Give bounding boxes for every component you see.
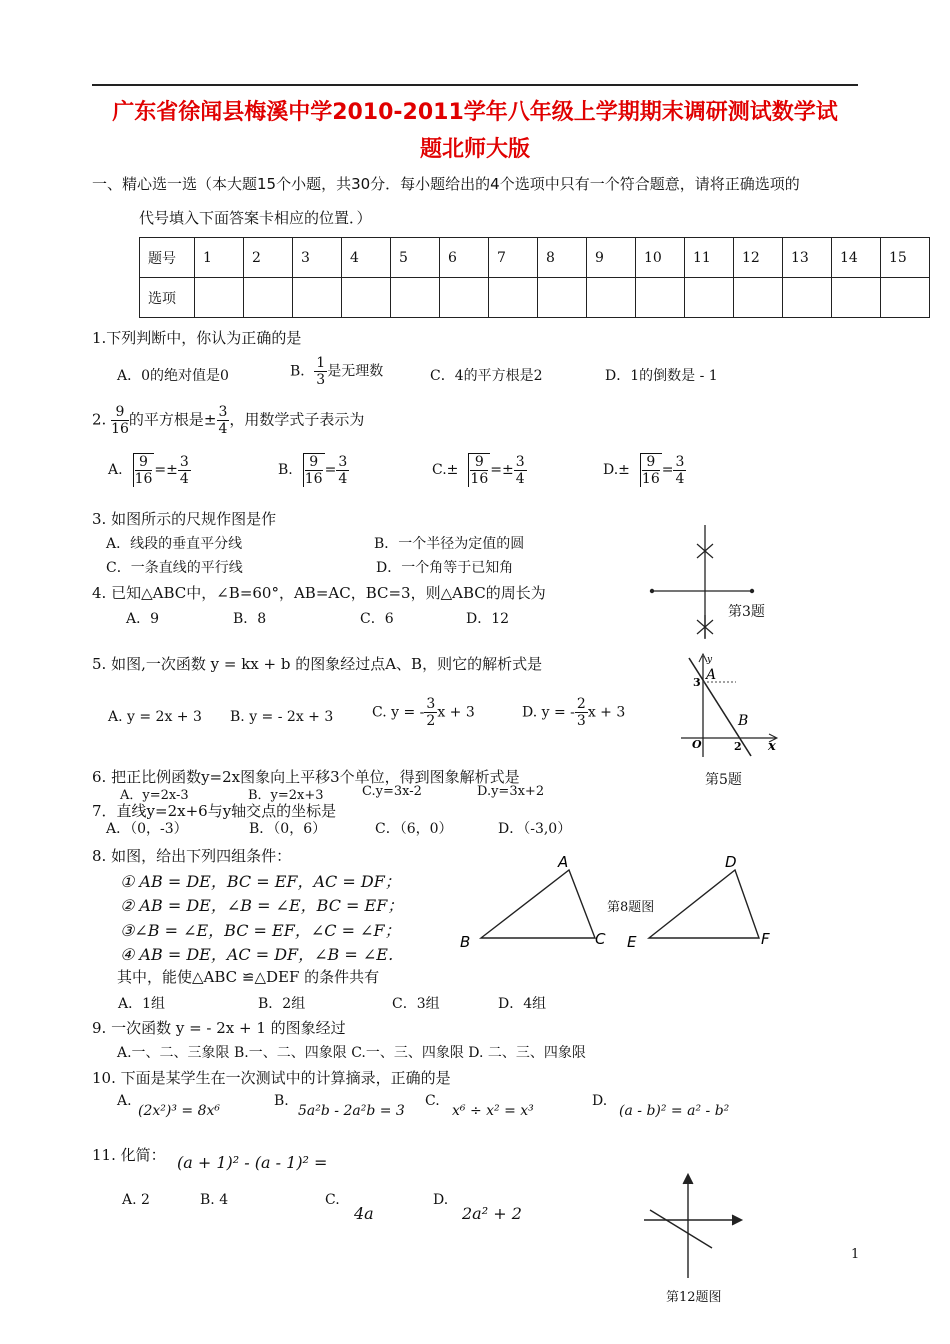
q8-option-c: C．3组: [392, 996, 440, 1012]
q11-option-c: 4a: [354, 1204, 374, 1223]
q3-option-d: D．一个角等于已知角: [376, 560, 514, 576]
q5-option-b: B. y = - 2x + 3: [230, 709, 334, 725]
fraction: [178, 454, 191, 487]
q3-option-b: B．一个半径为定值的圆: [374, 536, 525, 552]
numerator: 3: [179, 453, 189, 470]
q11-d-label: D.: [433, 1192, 449, 1208]
answer-cell[interactable]: [881, 278, 930, 318]
fig8-label-e: E: [627, 933, 637, 951]
denominator: 4: [338, 470, 348, 487]
page-title-line2: 题北师大版: [419, 137, 530, 162]
q6-option-b: B．y=2x+3: [248, 788, 324, 803]
denominator: 4: [675, 470, 685, 487]
q8-stem: 8. 如图，给出下列四组条件：: [92, 847, 292, 865]
q5-option-c: [372, 696, 475, 729]
numerator: 3: [515, 453, 525, 470]
answer-table-header-row: [140, 238, 930, 278]
answer-cell[interactable]: [783, 278, 832, 318]
q1-option-d: D．1的倒数是 - 1: [605, 368, 718, 384]
q10-option-b: 5a²b - 2a²b = 3: [298, 1103, 405, 1119]
answer-cell[interactable]: [342, 278, 391, 318]
q2-a-rhs: =±: [154, 462, 178, 478]
answer-number: 3: [293, 238, 342, 278]
q1-b-numerator: 1: [316, 355, 326, 371]
q4-stem: 4. 已知△ABC中，∠B=60°，AB=AC，BC=3，则△ABC的周长为: [92, 584, 546, 602]
q10-c-label: C.: [425, 1093, 440, 1109]
q1-b-label: B．: [290, 363, 315, 380]
fraction: [514, 454, 527, 487]
q4-option-c: C．6: [360, 611, 394, 627]
denominator: 16: [134, 471, 153, 487]
q2-d-label: D.±: [603, 462, 630, 478]
q2-option-c: [432, 453, 527, 487]
q8-option-a: A．1组: [118, 996, 166, 1012]
answer-number: 6: [440, 238, 489, 278]
fraction: [575, 696, 588, 729]
q3-option-a: A．线段的垂直平分线: [106, 536, 243, 552]
answer-cell[interactable]: [587, 278, 636, 318]
q2-fraction-3-4: [217, 404, 230, 437]
q2-b-rhs: =: [324, 462, 337, 478]
q5-d-label: D. y = -: [522, 704, 575, 721]
q4-option-a: A．9: [126, 611, 160, 627]
q1-b-fraction: [314, 355, 327, 388]
fig5-label-3: 3: [693, 676, 701, 689]
answer-number: 5: [391, 238, 440, 278]
denominator: 16: [470, 471, 489, 487]
figure-q3-lower: [690, 615, 720, 640]
q2-d-rhs: =: [661, 462, 674, 478]
q2-option-b: [278, 453, 349, 487]
q1-b-denominator: 3: [316, 372, 326, 388]
q2-b-label: B.: [278, 462, 293, 478]
q5-option-d: [522, 696, 625, 729]
q7-option-a: A．（0，-3）: [106, 821, 188, 837]
sqrt-sign: [640, 453, 662, 487]
denominator: 16: [304, 471, 323, 487]
fig12-y-arrow: [683, 1174, 693, 1184]
answer-table: [139, 237, 930, 318]
q2-a-label: A.: [108, 462, 123, 478]
q2-c-label: C.±: [432, 462, 459, 478]
q10-option-d: (a - b)² = a² - b²: [619, 1103, 730, 1119]
fraction: [424, 696, 437, 729]
q4-option-b: B．8: [233, 611, 267, 627]
q6-stem: 6. 把正比例函数y=2x图象向上平移3个单位，得到图象解析式是: [92, 768, 520, 786]
numerator: 3: [426, 696, 436, 712]
q11-option-d: 2a² + 2: [462, 1204, 522, 1223]
fig8-caption: 第8题图: [607, 900, 655, 915]
q2-c-rhs: =±: [490, 462, 514, 478]
q11-c-label: C.: [325, 1192, 340, 1208]
q5-stem: 5. 如图,一次函数 y = kx + b 的图象经过点A、B，则它的解析式是: [92, 655, 543, 673]
q8-option-b: B．2组: [258, 996, 306, 1012]
q10-d-label: D.: [592, 1093, 608, 1109]
answer-cell[interactable]: [489, 278, 538, 318]
denominator: 16: [641, 471, 660, 487]
answer-cell[interactable]: [832, 278, 881, 318]
q10-a-label: A.: [117, 1093, 132, 1109]
fig12-line: [650, 1210, 712, 1248]
q11-option-a: A. 2: [122, 1192, 150, 1208]
numerator: 9: [135, 454, 153, 471]
q5-option-a: A. y = 2x + 3: [108, 709, 202, 725]
q7-option-d: D．（-3,0）: [498, 821, 572, 837]
section1-instructions: 一、精心选一选（本大题15个小题，共30分．每小题给出的4个选项中只有一个符合题意，请将正确选项的: [92, 175, 800, 193]
answer-table-row-label: 选项: [140, 278, 195, 318]
numerator: 2: [576, 696, 586, 712]
fraction: [642, 454, 660, 487]
q2-option-d: [603, 453, 686, 487]
q5-c-text: x + 3: [437, 704, 475, 721]
answer-number: 13: [783, 238, 832, 278]
denominator: 2: [426, 713, 436, 729]
fig5-caption: 第5题: [705, 772, 742, 788]
sqrt-sign: [468, 453, 490, 487]
fig8-label-d: D: [725, 853, 737, 871]
q5-d-text: x + 3: [587, 704, 626, 721]
fig12-caption: 第12题图: [666, 1290, 722, 1305]
answer-cell[interactable]: [391, 278, 440, 318]
q2-text: 的平方根是±: [128, 410, 217, 429]
answer-number: 7: [489, 238, 538, 278]
page-number: 1: [851, 1247, 860, 1262]
q4-option-d: D．12: [466, 611, 510, 627]
q3-option-c: C．一条直线的平行线: [106, 560, 243, 576]
answer-cell[interactable]: [685, 278, 734, 318]
fig12-x-arrow: [732, 1215, 742, 1225]
q2-fraction-9-16: [111, 404, 129, 437]
sqrt-sign: [133, 453, 155, 487]
fig3-caption: 第3题: [728, 604, 765, 620]
denominator: 16: [111, 421, 129, 437]
denominator: 4: [515, 470, 525, 487]
numerator: 3: [675, 453, 685, 470]
header-rule: [92, 84, 858, 86]
fraction: [336, 454, 349, 487]
q2-option-a: [108, 453, 191, 487]
q1-option-b: [290, 355, 383, 388]
numerator: 3: [338, 453, 348, 470]
fig5-label-b: B: [738, 713, 749, 729]
q10-b-label: B.: [274, 1093, 289, 1109]
q9-options: A.一、二、三象限 B.一、二、四象限 C.一、三、四象限 D. 二、三、四象限: [117, 1045, 586, 1061]
fraction: [470, 454, 488, 487]
q5-c-label: C. y = -: [372, 704, 425, 721]
q10-option-c: x⁶ ÷ x² = x³: [452, 1103, 534, 1119]
answer-number: 1: [195, 238, 244, 278]
numerator: 9: [111, 404, 129, 421]
q2-stem: [92, 404, 364, 437]
q8-condition-2: ② AB = DE，∠B = ∠E，BC = EF；: [120, 896, 404, 915]
numerator: 9: [642, 454, 660, 471]
q10-option-a: (2x²)³ = 8x⁶: [138, 1103, 220, 1119]
q7-option-c: C．（6，0）: [375, 821, 453, 837]
fig8-label-f: F: [761, 930, 770, 948]
answer-table-header-label: 题号: [140, 238, 195, 278]
q8-condition-3: ③∠B = ∠E，BC = EF，∠C = ∠F；: [120, 921, 401, 940]
fig5-label-y: y: [707, 655, 713, 665]
answer-number: 8: [538, 238, 587, 278]
answer-table-answer-row: [140, 278, 930, 318]
answer-number: 2: [244, 238, 293, 278]
fraction: [305, 454, 323, 487]
answer-number: 14: [832, 238, 881, 278]
q8-condition-4: ④ AB = DE，AC = DF，∠B = ∠E．: [120, 945, 404, 964]
answer-cell[interactable]: [636, 278, 685, 318]
answer-cell[interactable]: [244, 278, 293, 318]
q11-stem: 11. 化简：: [92, 1146, 166, 1164]
numerator: 9: [470, 454, 488, 471]
q9-stem: 9. 一次函数 y = - 2x + 1 的图象经过: [92, 1019, 346, 1037]
q7-stem: 7．直线y=2x+6与y轴交点的坐标是: [92, 802, 337, 820]
denominator: 4: [179, 470, 189, 487]
q1-stem: 1.下列判断中，你认为正确的是: [92, 329, 302, 347]
q6-option-c: C.y=3x-2: [362, 784, 422, 799]
q8-condition-1: ① AB = DE，BC = EF，AC = DF；: [120, 872, 401, 891]
fig5-label-x: x: [768, 739, 776, 754]
q2-text-tail: ，用数学式子表示为: [229, 410, 365, 429]
answer-cell[interactable]: [293, 278, 342, 318]
sqrt-sign: [303, 453, 325, 487]
denominator: 4: [218, 421, 228, 437]
fig5-label-a: A: [706, 667, 717, 683]
q6-option-a: A．y=2x-3: [120, 788, 189, 803]
answer-number: 12: [734, 238, 783, 278]
figure-q12: [640, 1170, 750, 1280]
answer-cell[interactable]: [734, 278, 783, 318]
numerator: 9: [305, 454, 323, 471]
q7-option-b: B．（0，6）: [249, 821, 327, 837]
fig5-label-2: 2: [734, 740, 742, 753]
fig8-label-b: B: [460, 933, 471, 951]
q11-option-b: B. 4: [200, 1192, 229, 1208]
q1-b-text: 是无理数: [327, 363, 384, 380]
fig3-endpoint: [750, 589, 754, 593]
fig3-endpoint: [650, 589, 654, 593]
numerator: 3: [218, 404, 228, 420]
q1-option-a: A．0的绝对值是0: [117, 368, 229, 384]
q11-expression: (a + 1)² - (a - 1)² =: [177, 1153, 328, 1172]
q6-option-d: D.y=3x+2: [477, 784, 545, 799]
page-title-line1: 广东省徐闻县梅溪中学2010-2011学年八年级上学期期末调研测试数学试: [112, 100, 838, 125]
q2-number: 2.: [92, 410, 107, 429]
fraction: [135, 454, 153, 487]
answer-number: 10: [636, 238, 685, 278]
q10-stem: 10. 下面是某学生在一次测试中的计算摘录，正确的是: [92, 1069, 451, 1087]
fig8-label-c: C: [595, 930, 606, 948]
figure-q5: [676, 652, 786, 762]
denominator: 3: [576, 713, 586, 729]
q1-option-c: C．4的平方根是2: [430, 368, 543, 384]
q8-option-d: D．4组: [498, 996, 547, 1012]
q8-question: 其中，能使△ABC ≌△DEF 的条件共有: [117, 968, 380, 986]
fraction: [673, 454, 686, 487]
answer-number: 9: [587, 238, 636, 278]
q3-stem: 3. 如图所示的尺规作图是作: [92, 510, 277, 528]
answer-number: 4: [342, 238, 391, 278]
answer-number: 15: [881, 238, 930, 278]
section1-instructions-cont: 代号填入下面答案卡相应的位置．）: [139, 209, 372, 227]
answer-cell[interactable]: [440, 278, 489, 318]
triangle-def: [649, 870, 759, 938]
fig8-label-a: A: [558, 853, 569, 871]
fig5-label-o: O: [692, 738, 702, 751]
answer-cell[interactable]: [195, 278, 244, 318]
answer-cell[interactable]: [538, 278, 587, 318]
answer-number: 11: [685, 238, 734, 278]
triangle-abc: [481, 870, 595, 938]
